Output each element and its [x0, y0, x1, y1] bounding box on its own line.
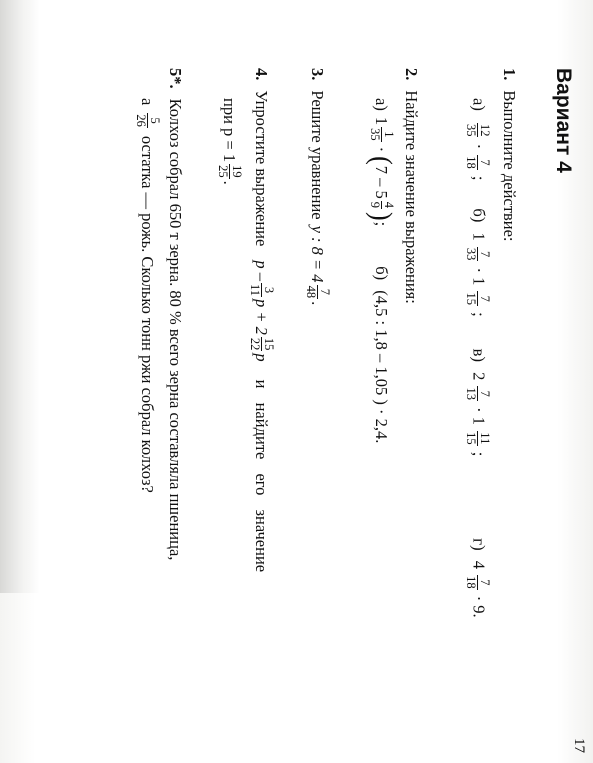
task1-items [464, 98, 491, 618]
fraction: 11 15 [463, 432, 492, 445]
inner: 7 – 5 [372, 165, 392, 199]
task5-number: 5*. [166, 68, 185, 89]
fraction: 7 33 [463, 247, 492, 261]
whole: 2 [469, 372, 489, 381]
tail: · 9. [469, 595, 489, 618]
fraction: 7 18 [463, 576, 492, 589]
page-number: 17 [571, 738, 587, 753]
end: ; [469, 312, 489, 317]
fraction: 1 35 [367, 128, 396, 141]
task5-line1 [165, 68, 185, 560]
task3-equation: y : 8 = 4 [308, 225, 328, 283]
fraction: 5 26 [133, 114, 162, 127]
left-paren: ( [365, 156, 399, 165]
task1c-label: в) [469, 348, 489, 362]
end: ; [469, 451, 489, 457]
expr-part: p + 2 [252, 298, 272, 335]
end: ; [469, 175, 489, 181]
task1b-label: б) [469, 208, 489, 223]
end: ; [372, 221, 392, 227]
task2-items [365, 98, 399, 444]
task3-text: Решите уравнение [308, 90, 328, 220]
task4-text2: и найдите его значение [252, 379, 272, 573]
task1d-label: г) [469, 538, 489, 551]
task1-heading [499, 68, 519, 242]
fraction: 12 35 [463, 123, 492, 137]
end: . [308, 301, 328, 306]
task2-number: 2. [402, 68, 421, 81]
task1-number: 1. [500, 68, 519, 81]
whole: 1 [469, 277, 489, 286]
task1a-label: а) [469, 98, 489, 111]
op: · [469, 407, 489, 413]
whole: 1 [469, 416, 489, 425]
task5-text: а [138, 98, 158, 106]
fraction: 7 48 [303, 285, 332, 299]
task2-text: Найдите значение выражения: [402, 90, 421, 304]
task4-number: 4. [252, 68, 272, 81]
fraction: 7 18 [463, 156, 492, 169]
expr-part: p [252, 353, 272, 362]
task1-text: Выполните действие: [500, 90, 519, 242]
whole: 1 [469, 232, 489, 241]
op: · [469, 143, 489, 150]
fraction: 4 9 [367, 201, 396, 208]
task1b [464, 208, 491, 316]
task4-condition: при p = 1 [220, 98, 240, 163]
end: . [220, 180, 240, 185]
task2-heading [401, 68, 421, 304]
whole: 1 [372, 116, 392, 126]
fraction: 7 15 [463, 292, 492, 305]
task5-line2 [134, 98, 161, 493]
task3-number: 3. [308, 68, 328, 81]
task5-text: Колхоз собрал 650 т зерна. 80 % всего зерна составляла пшеница, [166, 98, 185, 561]
fraction: 15 22 [247, 337, 276, 351]
task4-line2 [216, 98, 243, 185]
right-paren: ) [365, 212, 399, 221]
task2a [365, 98, 399, 227]
task1c [464, 349, 491, 457]
task4-text1: Упростите выражение [252, 90, 272, 247]
task5-text: остатка — рожь. Сколько тонн ржи собрал колхоз? [138, 135, 158, 493]
task3 [304, 68, 331, 305]
page-edge-shadow [0, 0, 40, 593]
expr: (4,5 : 1,8 – 1,05 ) · 2,4. [372, 290, 392, 444]
fraction: 7 13 [463, 387, 492, 400]
op: · [372, 146, 392, 153]
task2b [371, 266, 391, 443]
expr-part: p – [252, 260, 272, 281]
fraction: 3 11 [247, 283, 276, 296]
task4-line1 [248, 68, 275, 572]
task1d [464, 538, 491, 617]
task2b-label: б) [372, 266, 392, 281]
op: · [469, 267, 489, 273]
whole: 4 [469, 560, 489, 569]
task1a [464, 98, 491, 180]
fraction: 19 25 [215, 165, 244, 178]
variant-title: Вариант 4 [552, 68, 575, 173]
task2a-label: а) [372, 98, 392, 111]
